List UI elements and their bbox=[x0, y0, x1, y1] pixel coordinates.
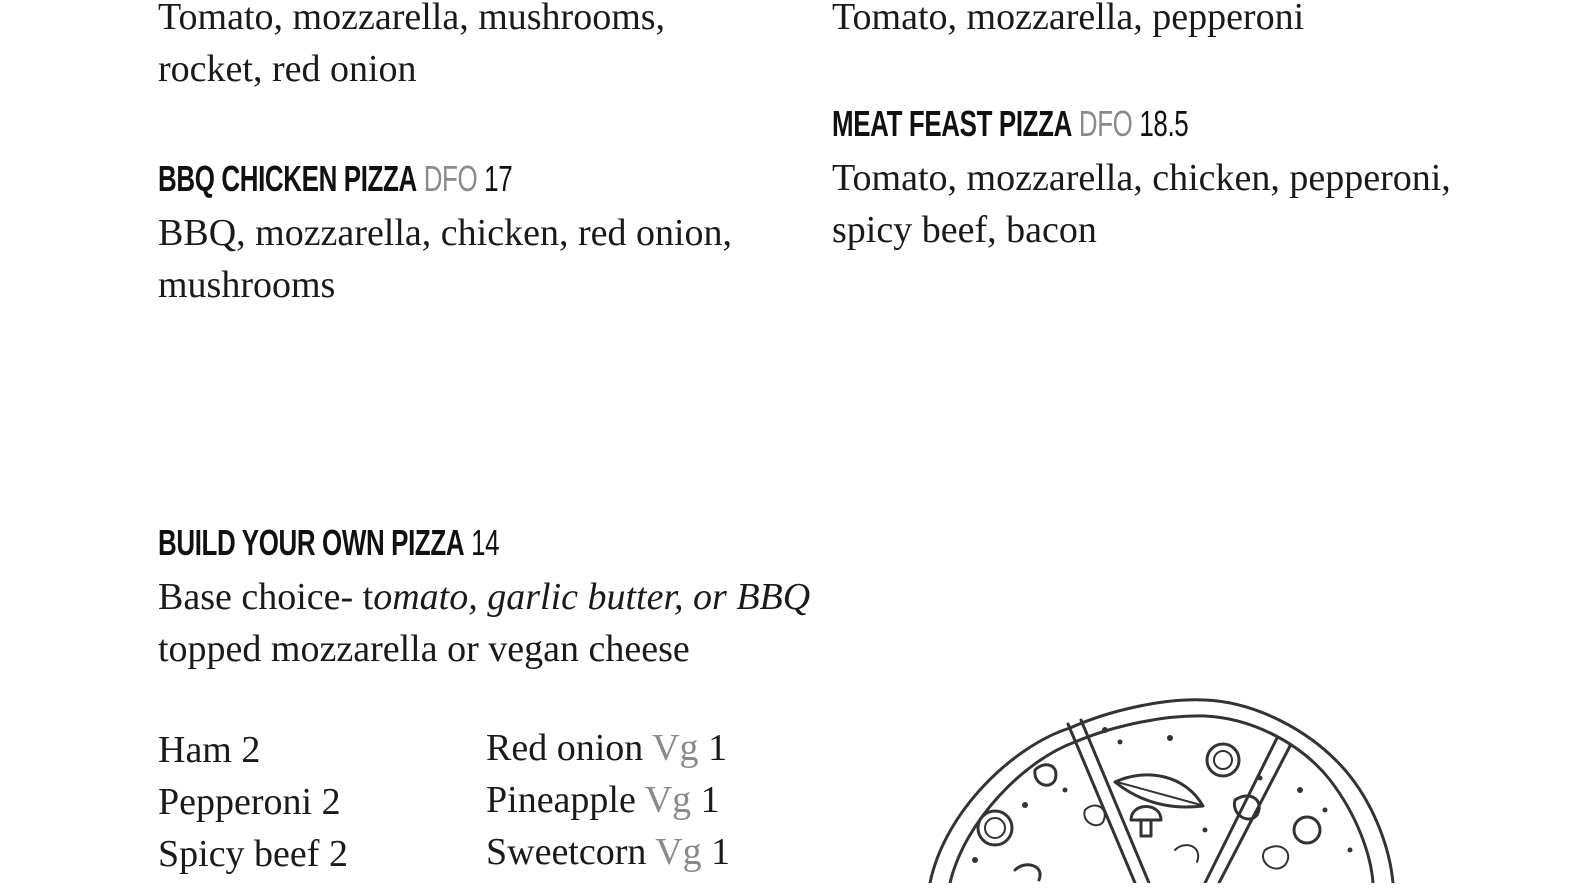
meat-feast-pizza-description: Tomato, mozzarella, chicken, pepperoni, spicy beef, bacon bbox=[832, 157, 1451, 251]
build-your-own-pizza-title bbox=[158, 521, 676, 565]
base-choice-prefix: Base choice- t bbox=[158, 576, 374, 618]
topping-price: 1 bbox=[711, 831, 731, 873]
dietary-tag: Vg bbox=[644, 779, 692, 821]
topping-name: Ham bbox=[158, 729, 232, 771]
pizza-sketch-icon bbox=[905, 690, 1405, 883]
item-name: BUILD YOUR OWN PIZZA bbox=[158, 522, 465, 563]
topping-price: 2 bbox=[321, 781, 341, 823]
dietary-tag: DFO bbox=[1078, 103, 1133, 144]
dietary-tag: Vg bbox=[655, 831, 702, 873]
dietary-tag: Vg bbox=[652, 727, 699, 769]
topping-price: 1 bbox=[708, 727, 728, 769]
toppings-list-right bbox=[486, 722, 730, 878]
meat-feast-pizza-title bbox=[832, 102, 1293, 146]
item-price: 17 bbox=[484, 158, 513, 199]
meat-feast-pizza-item bbox=[832, 102, 1472, 256]
toppings-list-left bbox=[158, 724, 348, 880]
item-name: MEAT FEAST PIZZA bbox=[832, 103, 1072, 144]
topping-price: 2 bbox=[328, 833, 348, 875]
topping-name: Pineapple bbox=[486, 779, 636, 821]
bbq-chicken-pizza-item bbox=[158, 157, 758, 311]
pepperoni-pizza-item bbox=[832, 0, 1472, 43]
topping-price: 1 bbox=[700, 779, 720, 821]
base-choice-options: omato, garlic butter, or BBQ bbox=[373, 576, 811, 618]
topping-name: Sweetcorn bbox=[486, 831, 647, 873]
build-your-own-pizza-item bbox=[158, 521, 878, 675]
topping-name: Pepperoni bbox=[158, 781, 313, 823]
base-choice-description bbox=[158, 571, 878, 675]
topping-name: Red onion bbox=[486, 727, 644, 769]
topping-item bbox=[158, 724, 348, 776]
mushroom-pizza-description: Tomato, mozzarella, mushrooms, rocket, red onion bbox=[158, 0, 666, 90]
dietary-tag: DFO bbox=[423, 158, 478, 199]
topping-price: 2 bbox=[241, 729, 261, 771]
topping-name: Spicy beef bbox=[158, 833, 320, 875]
mushroom-pizza-item bbox=[158, 0, 758, 95]
bbq-chicken-pizza-description: BBQ, mozzarella, chicken, red onion, mushrooms bbox=[158, 212, 733, 306]
item-price: 18.5 bbox=[1139, 103, 1189, 144]
topping-item bbox=[158, 776, 348, 828]
item-name: BBQ CHICKEN PIZZA bbox=[158, 158, 417, 199]
topping-item bbox=[486, 722, 730, 774]
topping-item bbox=[158, 828, 348, 880]
topping-item bbox=[486, 774, 730, 826]
base-choice-suffix: topped mozzarella or vegan cheese bbox=[158, 628, 690, 670]
pepperoni-pizza-description: Tomato, mozzarella, pepperoni bbox=[832, 0, 1305, 38]
topping-item bbox=[486, 826, 730, 878]
bbq-chicken-pizza-title bbox=[158, 157, 590, 201]
item-price: 14 bbox=[471, 522, 500, 563]
